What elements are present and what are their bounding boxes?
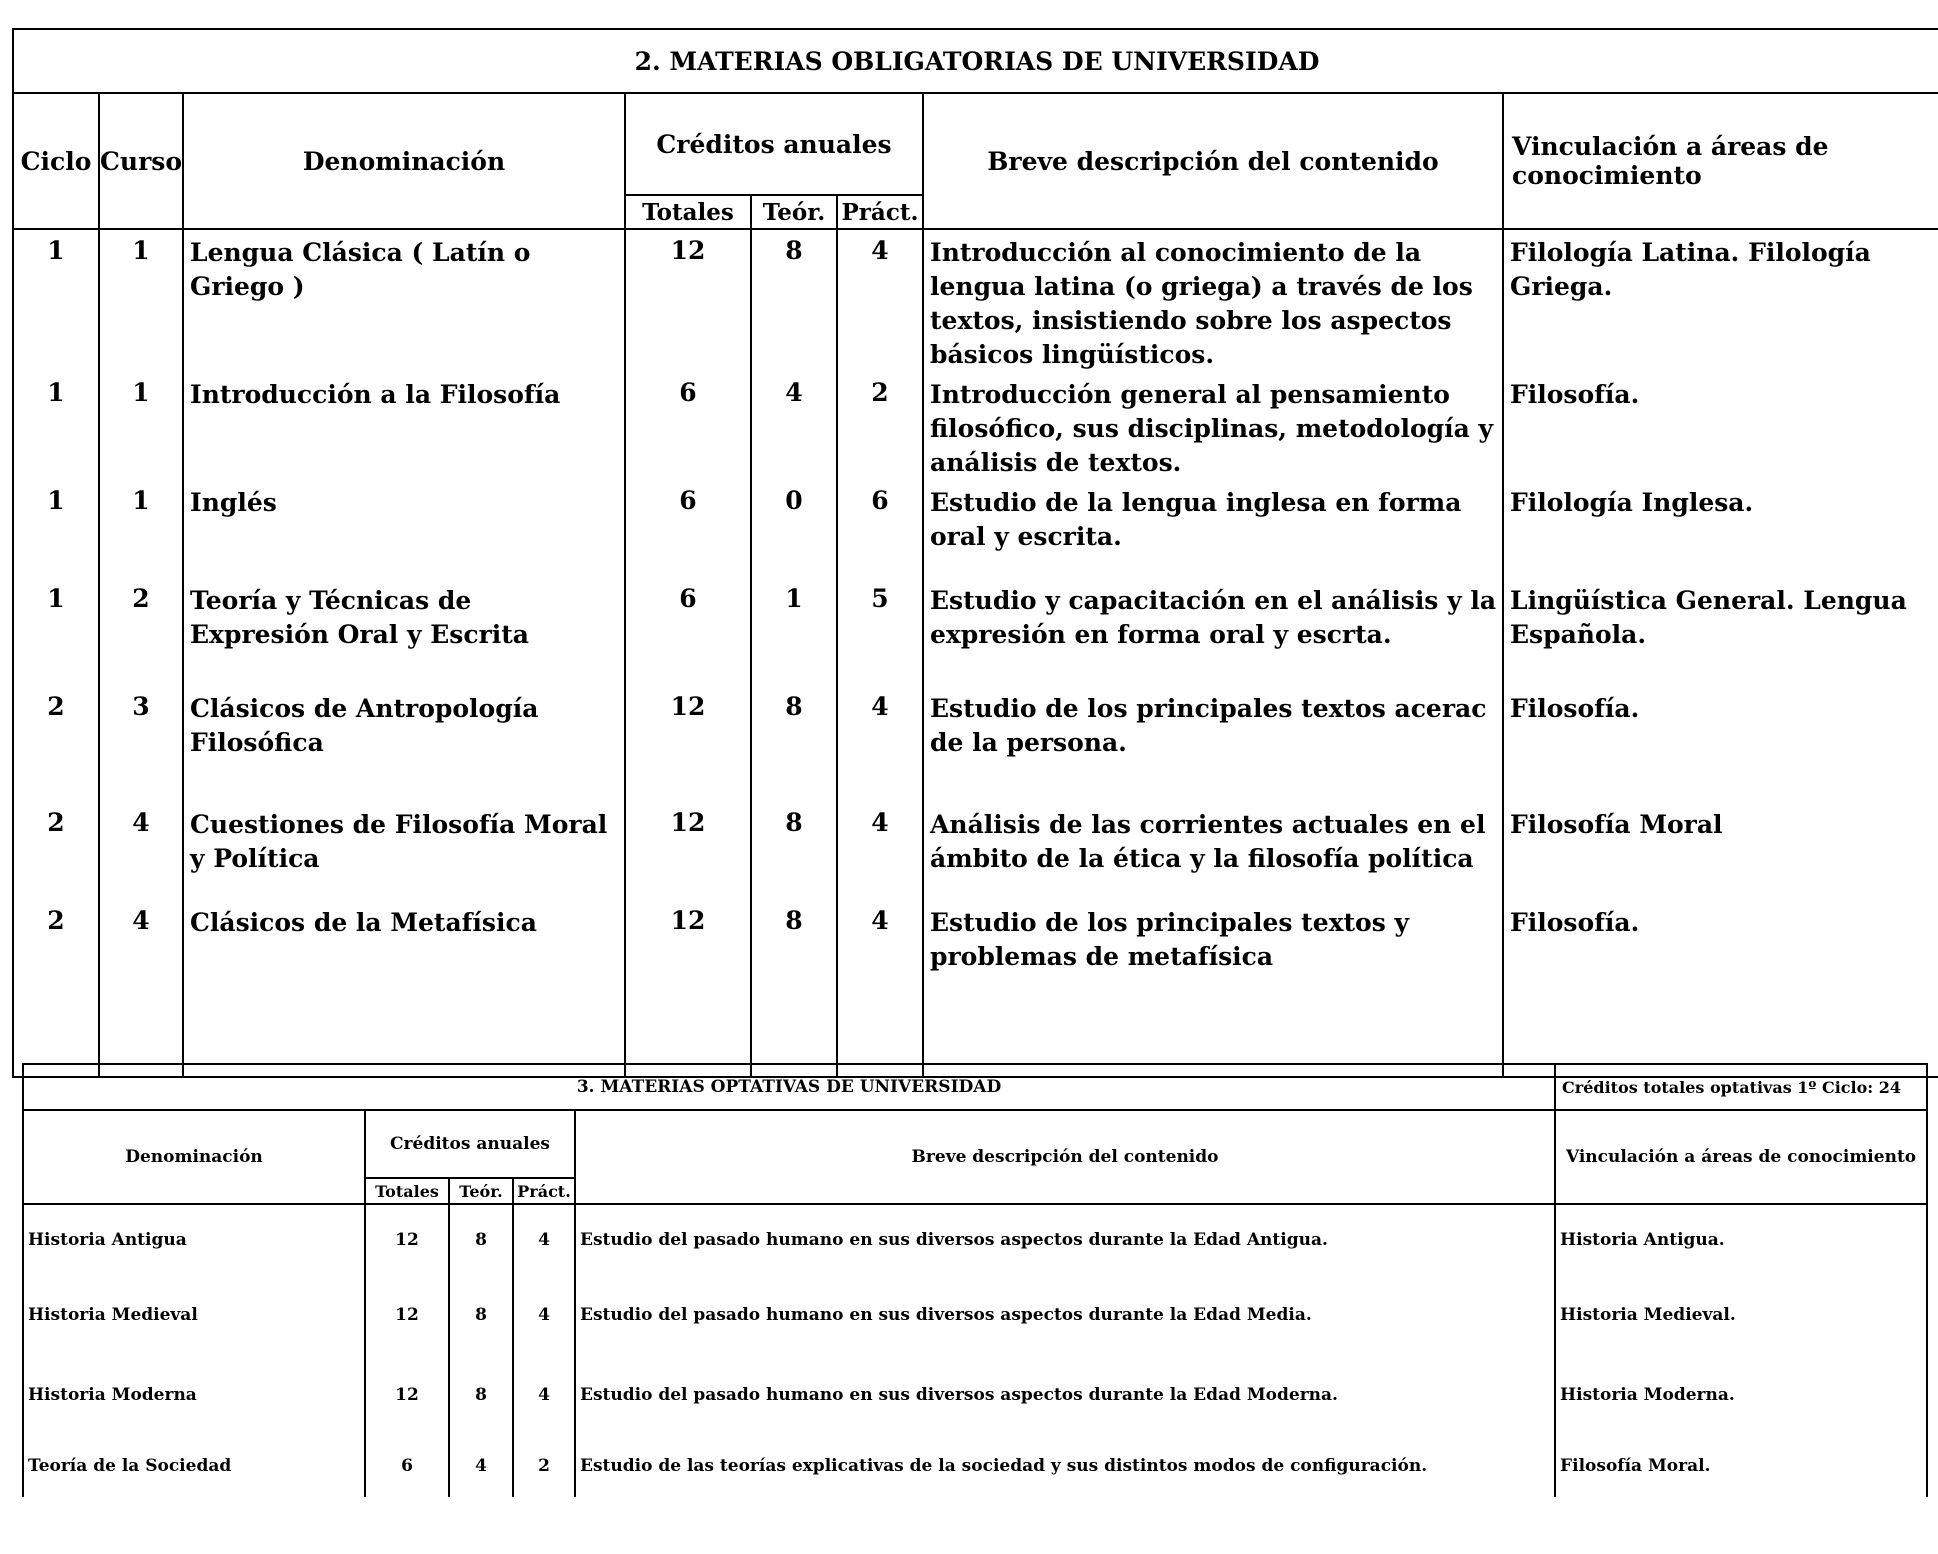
cell-denominacion: Lengua Clásica ( Latín o Griego ) <box>183 229 625 372</box>
cell-ciclo: 2 <box>13 686 99 802</box>
cell-totales: 12 <box>625 900 751 994</box>
total-optional-credits: Créditos totales optativas 1º Ciclo: 24 <box>1555 1064 1927 1110</box>
cell-totales: 12 <box>625 229 751 372</box>
cell-totales: 6 <box>625 578 751 686</box>
cell-vinculacion: Filosofía. <box>1503 372 1938 480</box>
table-row <box>13 480 1938 578</box>
cell-totales: 6 <box>365 1435 449 1497</box>
header-teor: Teór. <box>449 1178 513 1204</box>
cell-totales: 6 <box>625 480 751 578</box>
table-row <box>13 372 1938 480</box>
cell-denominacion: Teoría y Técnicas de Expresión Oral y Escrita <box>183 578 625 686</box>
table-row <box>13 578 1938 686</box>
cell-descripcion: Introducción al conocimiento de la lengua latina (o griega) a través de los textos, insistiendo sobre los aspectos básicos lingüísticos. <box>923 229 1503 372</box>
cell-pract: 6 <box>837 480 923 578</box>
table-title: 3. MATERIAS OPTATIVAS DE UNIVERSIDAD <box>23 1064 1555 1110</box>
cell-ciclo: 2 <box>13 900 99 994</box>
cell-curso: 1 <box>99 372 183 480</box>
cell-pract: 4 <box>513 1355 575 1435</box>
cell-vinculacion: Historia Moderna. <box>1555 1355 1927 1435</box>
cell-ciclo: 1 <box>13 229 99 372</box>
table-row <box>13 229 1938 372</box>
cell-descripcion: Análisis de las corrientes actuales en el ámbito de la ética y la filosofía política <box>923 802 1503 900</box>
cell-descripcion: Estudio del pasado humano en sus diversos aspectos durante la Edad Moderna. <box>575 1355 1555 1435</box>
cell-curso: 2 <box>99 578 183 686</box>
cell-teor: 1 <box>751 578 837 686</box>
cell-denominacion: Clásicos de la Metafísica <box>183 900 625 994</box>
cell-descripcion: Estudio de los principales textos y problemas de metafísica <box>923 900 1503 994</box>
table-title: 2. MATERIAS OBLIGATORIAS DE UNIVERSIDAD <box>13 29 1938 93</box>
cell-descripcion: Estudio del pasado humano en sus diversos aspectos durante la Edad Antigua. <box>575 1204 1555 1275</box>
compulsory-subjects-table <box>12 28 1938 1078</box>
cell-ciclo: 2 <box>13 802 99 900</box>
cell-teor: 0 <box>751 480 837 578</box>
cell-denominacion: Cuestiones de Filosofía Moral y Política <box>183 802 625 900</box>
cell-denominacion: Inglés <box>183 480 625 578</box>
cell-curso: 1 <box>99 480 183 578</box>
cell-curso: 1 <box>99 229 183 372</box>
table-row <box>13 802 1938 900</box>
cell-curso: 4 <box>99 900 183 994</box>
cell-descripcion: Estudio de las teorías explicativas de la sociedad y sus distintos modos de configuración. <box>575 1435 1555 1497</box>
table-row <box>23 1275 1927 1355</box>
header-ciclo: Ciclo <box>13 93 99 229</box>
header-denominacion: Denominación <box>23 1110 365 1204</box>
header-teor: Teór. <box>751 195 837 229</box>
header-descripcion: Breve descripción del contenido <box>575 1110 1555 1204</box>
cell-descripcion: Estudio de la lengua inglesa en forma oral y escrita. <box>923 480 1503 578</box>
cell-teor: 8 <box>751 900 837 994</box>
cell-vinculacion: Filosofía. <box>1503 686 1938 802</box>
header-vinculacion: Vinculación a áreas de conocimiento <box>1555 1110 1927 1204</box>
cell-ciclo: 1 <box>13 480 99 578</box>
table-row <box>23 1355 1927 1435</box>
cell-descripcion: Introducción general al pensamiento filosófico, sus disciplinas, metodología y análisis de textos. <box>923 372 1503 480</box>
cell-teor: 8 <box>751 686 837 802</box>
cell-vinculacion: Historia Antigua. <box>1555 1204 1927 1275</box>
cell-pract: 4 <box>513 1204 575 1275</box>
cell-pract: 4 <box>837 802 923 900</box>
optional-subjects-table <box>22 1063 1928 1497</box>
cell-descripcion: Estudio del pasado humano en sus diversos aspectos durante la Edad Media. <box>575 1275 1555 1355</box>
header-denominacion: Denominación <box>183 93 625 229</box>
cell-pract: 2 <box>513 1435 575 1497</box>
cell-pract: 4 <box>837 900 923 994</box>
cell-totales: 12 <box>365 1204 449 1275</box>
header-creditos: Créditos anuales <box>365 1110 575 1178</box>
table-row <box>13 900 1938 994</box>
cell-pract: 4 <box>837 686 923 802</box>
cell-teor: 4 <box>751 372 837 480</box>
cell-totales: 6 <box>625 372 751 480</box>
header-totales: Totales <box>625 195 751 229</box>
cell-pract: 5 <box>837 578 923 686</box>
cell-denominacion: Historia Medieval <box>23 1275 365 1355</box>
header-totales: Totales <box>365 1178 449 1204</box>
table-row <box>23 1204 1927 1275</box>
cell-totales: 12 <box>365 1275 449 1355</box>
cell-denominacion: Teoría de la Sociedad <box>23 1435 365 1497</box>
cell-vinculacion: Lingüística General. Lengua Española. <box>1503 578 1938 686</box>
cell-descripcion: Estudio y capacitación en el análisis y la expresión en forma oral y escrta. <box>923 578 1503 686</box>
cell-denominacion: Clásicos de Antropología Filosófica <box>183 686 625 802</box>
cell-pract: 4 <box>837 229 923 372</box>
cell-vinculacion: Filología Inglesa. <box>1503 480 1938 578</box>
table-row <box>23 1435 1927 1497</box>
cell-vinculacion: Filosofía Moral. <box>1555 1435 1927 1497</box>
cell-curso: 3 <box>99 686 183 802</box>
cell-ciclo: 1 <box>13 372 99 480</box>
cell-vinculacion: Filología Latina. Filología Griega. <box>1503 229 1938 372</box>
cell-teor: 8 <box>449 1204 513 1275</box>
table-row <box>13 686 1938 802</box>
cell-pract: 2 <box>837 372 923 480</box>
header-pract: Práct. <box>513 1178 575 1204</box>
cell-denominacion: Historia Moderna <box>23 1355 365 1435</box>
cell-teor: 8 <box>751 229 837 372</box>
cell-totales: 12 <box>365 1355 449 1435</box>
cell-totales: 12 <box>625 802 751 900</box>
cell-teor: 8 <box>449 1355 513 1435</box>
cell-vinculacion: Filosofía. <box>1503 900 1938 994</box>
header-curso: Curso <box>99 93 183 229</box>
header-pract: Práct. <box>837 195 923 229</box>
cell-teor: 8 <box>449 1275 513 1355</box>
cell-denominacion: Historia Antigua <box>23 1204 365 1275</box>
header-vinculacion: Vinculación a áreas de conocimiento <box>1503 93 1938 229</box>
cell-descripcion: Estudio de los principales textos acerac de la persona. <box>923 686 1503 802</box>
cell-teor: 8 <box>751 802 837 900</box>
header-creditos: Créditos anuales <box>625 93 923 195</box>
cell-denominacion: Introducción a la Filosofía <box>183 372 625 480</box>
cell-totales: 12 <box>625 686 751 802</box>
header-descripcion: Breve descripción del contenido <box>923 93 1503 229</box>
cell-vinculacion: Historia Medieval. <box>1555 1275 1927 1355</box>
cell-curso: 4 <box>99 802 183 900</box>
cell-vinculacion: Filosofía Moral <box>1503 802 1938 900</box>
cell-ciclo: 1 <box>13 578 99 686</box>
cell-teor: 4 <box>449 1435 513 1497</box>
cell-pract: 4 <box>513 1275 575 1355</box>
